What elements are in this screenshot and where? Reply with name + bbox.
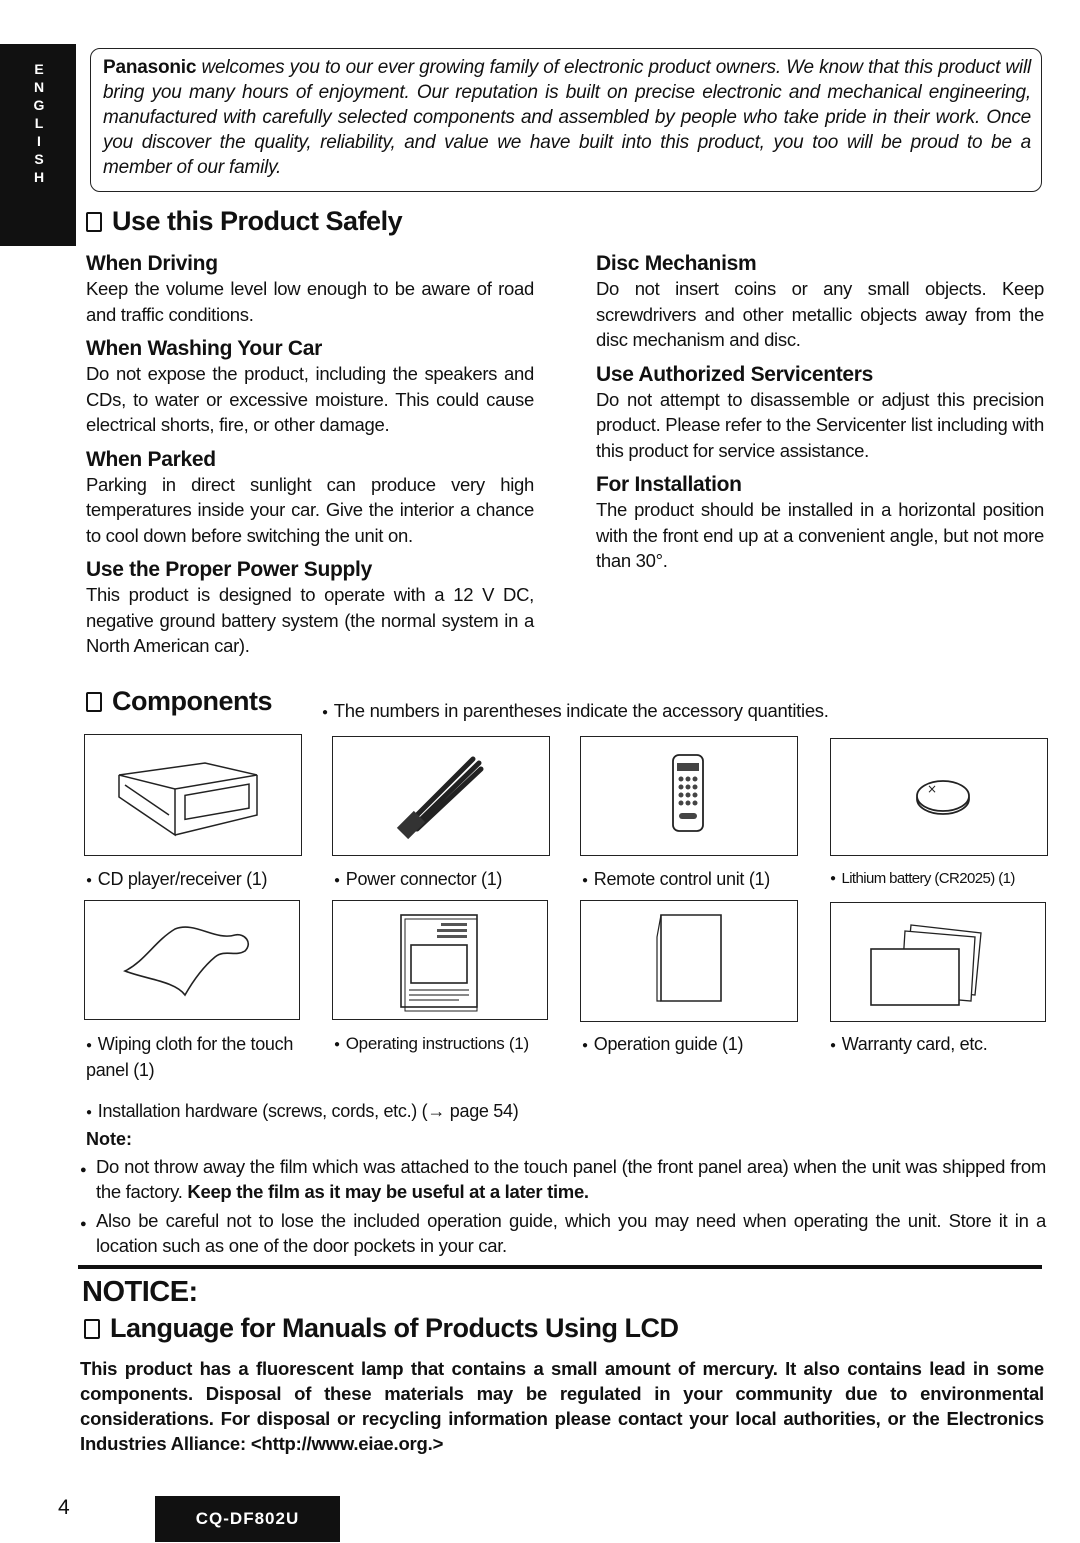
component-box-guide xyxy=(580,900,798,1022)
servicenters-text: Do not attempt to disassemble or adjust this precision product. Please refer to the Servicenter list including with this product for service assistance. xyxy=(596,388,1044,461)
notice-divider xyxy=(78,1265,1042,1269)
safety-right-column xyxy=(596,252,1044,574)
battery-icon xyxy=(831,739,1046,854)
components-note: ● The numbers in parentheses indicate the accessory quantities. xyxy=(322,699,829,725)
washing-text: Do not expose the product, including the speakers and CDs, to water or excessive moisture. This could cause electrical shorts, fire, or other damage. xyxy=(86,363,534,435)
safety-title-row xyxy=(86,206,402,237)
remote-control-icon xyxy=(581,737,796,854)
installation-heading: For Installation xyxy=(596,473,742,496)
disc-mechanism-text: Do not insert coins or any small objects. Keep screwdrivers and other metallic objects away from the disc mechanism and disc. xyxy=(596,278,1044,350)
components-title-row xyxy=(86,686,272,717)
parked-text: Parking in direct sunlight can produce very high temperatures inside your car. Give the interior a chance to cool down before switching the unit on. xyxy=(86,473,534,546)
note-item-1 xyxy=(80,1154,1046,1204)
manual-icon xyxy=(333,901,546,1018)
components-title: Components xyxy=(112,686,272,716)
note-item-2 xyxy=(80,1208,1046,1258)
caption-instructions: ● Operating instructions (1) xyxy=(334,1032,529,1057)
power-connector-icon xyxy=(333,737,548,854)
bullet: ● xyxy=(80,1218,87,1230)
lang-letter: E xyxy=(34,61,44,77)
notice-heading: NOTICE: xyxy=(82,1276,198,1308)
language-tab xyxy=(0,44,76,246)
welcome-text: welcomes you to our ever growing family of electronic product owners. We know that this product will bring you many hours of enjoyment. Our reputation is built on precise electronic and mechanical engineering, manufactured with carefully selected components and assembled by people who take pride in their work. Once you discover the quality, reliability, and value we have built into this product, you too will be proud to be a member of our family. xyxy=(103,57,1031,178)
caption-guide: ● Operation guide (1) xyxy=(582,1032,743,1058)
section-box-icon xyxy=(84,1319,100,1339)
washing-heading: When Washing Your Car xyxy=(86,337,322,360)
cd-receiver-icon xyxy=(85,735,300,854)
notice-title-row xyxy=(84,1313,679,1344)
power-supply-text: This product is designed to operate with a 12 V DC, negative ground battery system (the normal system in a North American car). xyxy=(86,584,534,656)
component-box-cd-receiver xyxy=(84,734,302,856)
component-box-power-connector xyxy=(332,736,550,856)
lang-letter: L xyxy=(34,115,44,131)
when-driving-heading: When Driving xyxy=(86,252,218,275)
lang-letter: N xyxy=(33,79,45,95)
model-badge: CQ-DF802U xyxy=(155,1496,340,1542)
caption-power-connector: ● Power connector (1) xyxy=(334,867,502,893)
installation-text: The product should be installed in a horizontal position with the front end up at a convenient angle, but not more than 30°. xyxy=(596,499,1044,571)
notice-title: Language for Manuals of Products Using LCD xyxy=(110,1313,679,1343)
safety-title: Use this Product Safely xyxy=(112,206,403,236)
caption-warranty: ● Warranty card, etc. xyxy=(830,1032,987,1058)
page-number: 4 xyxy=(58,1496,70,1519)
lang-letter: H xyxy=(33,169,45,185)
bullet: ● xyxy=(80,1164,87,1176)
safety-left-column xyxy=(86,252,534,659)
note-item-1-content xyxy=(96,1154,1046,1204)
component-box-battery xyxy=(830,738,1048,856)
wiping-cloth-icon xyxy=(85,901,298,1018)
component-box-remote xyxy=(580,736,798,856)
disc-mechanism-heading: Disc Mechanism xyxy=(596,252,757,275)
lang-letter: G xyxy=(33,97,45,113)
installation-hardware-note: ● Installation hardware (screws, cords, etc.) (→ page 54) xyxy=(86,1099,518,1125)
note-item-1-bold: Keep the film as it may be useful at a later time. xyxy=(187,1181,589,1202)
component-box-warranty xyxy=(830,902,1046,1022)
caption-battery: ● Lithium battery (CR2025) (1) xyxy=(830,867,1015,891)
caption-remote: ● Remote control unit (1) xyxy=(582,867,770,893)
caption-cloth: ● Wiping cloth for the touch panel (1) xyxy=(86,1032,296,1082)
parked-heading: When Parked xyxy=(86,447,216,471)
component-box-instructions xyxy=(332,900,548,1020)
section-box-icon xyxy=(86,212,102,232)
note-item-1-text: Do not throw away the film which was attached to the touch panel (the front panel area) when the unit was shipped from the factory. xyxy=(96,1156,1046,1202)
power-supply-heading: Use the Proper Power Supply xyxy=(86,558,372,581)
lang-letter: I xyxy=(37,133,41,149)
brand-name: Panasonic xyxy=(103,57,197,78)
note-label: Note: xyxy=(86,1129,132,1149)
lang-letter: S xyxy=(34,151,44,167)
component-box-cloth xyxy=(84,900,300,1020)
operation-guide-icon xyxy=(581,901,796,1020)
when-driving-text: Keep the volume level low enough to be aware of road and traffic conditions. xyxy=(86,278,534,325)
section-box-icon xyxy=(86,692,102,712)
svg-text:×: × xyxy=(927,782,938,796)
servicenters-heading: Use Authorized Servicenters xyxy=(596,362,874,386)
warranty-card-icon xyxy=(831,903,1044,1020)
notice-body: This product has a fluorescent lamp that contains a small amount of mercury. It also contains lead in some components. Disposal of these materials may be regulated in your community due to environmental considerations. For disposal or recycling information please contact your local authorities, or the Electronics Industries Alliance: <http://www.eiae.org.> xyxy=(80,1358,1044,1454)
language-tab-letters xyxy=(30,60,48,186)
caption-cd-receiver: ● CD player/receiver (1) xyxy=(86,867,267,893)
note-item-2-text: Also be careful not to lose the included operation guide, which you may need when operating the unit. Store it in a location such as one of the door pockets in your car. xyxy=(96,1210,1046,1256)
welcome-box xyxy=(90,48,1042,192)
